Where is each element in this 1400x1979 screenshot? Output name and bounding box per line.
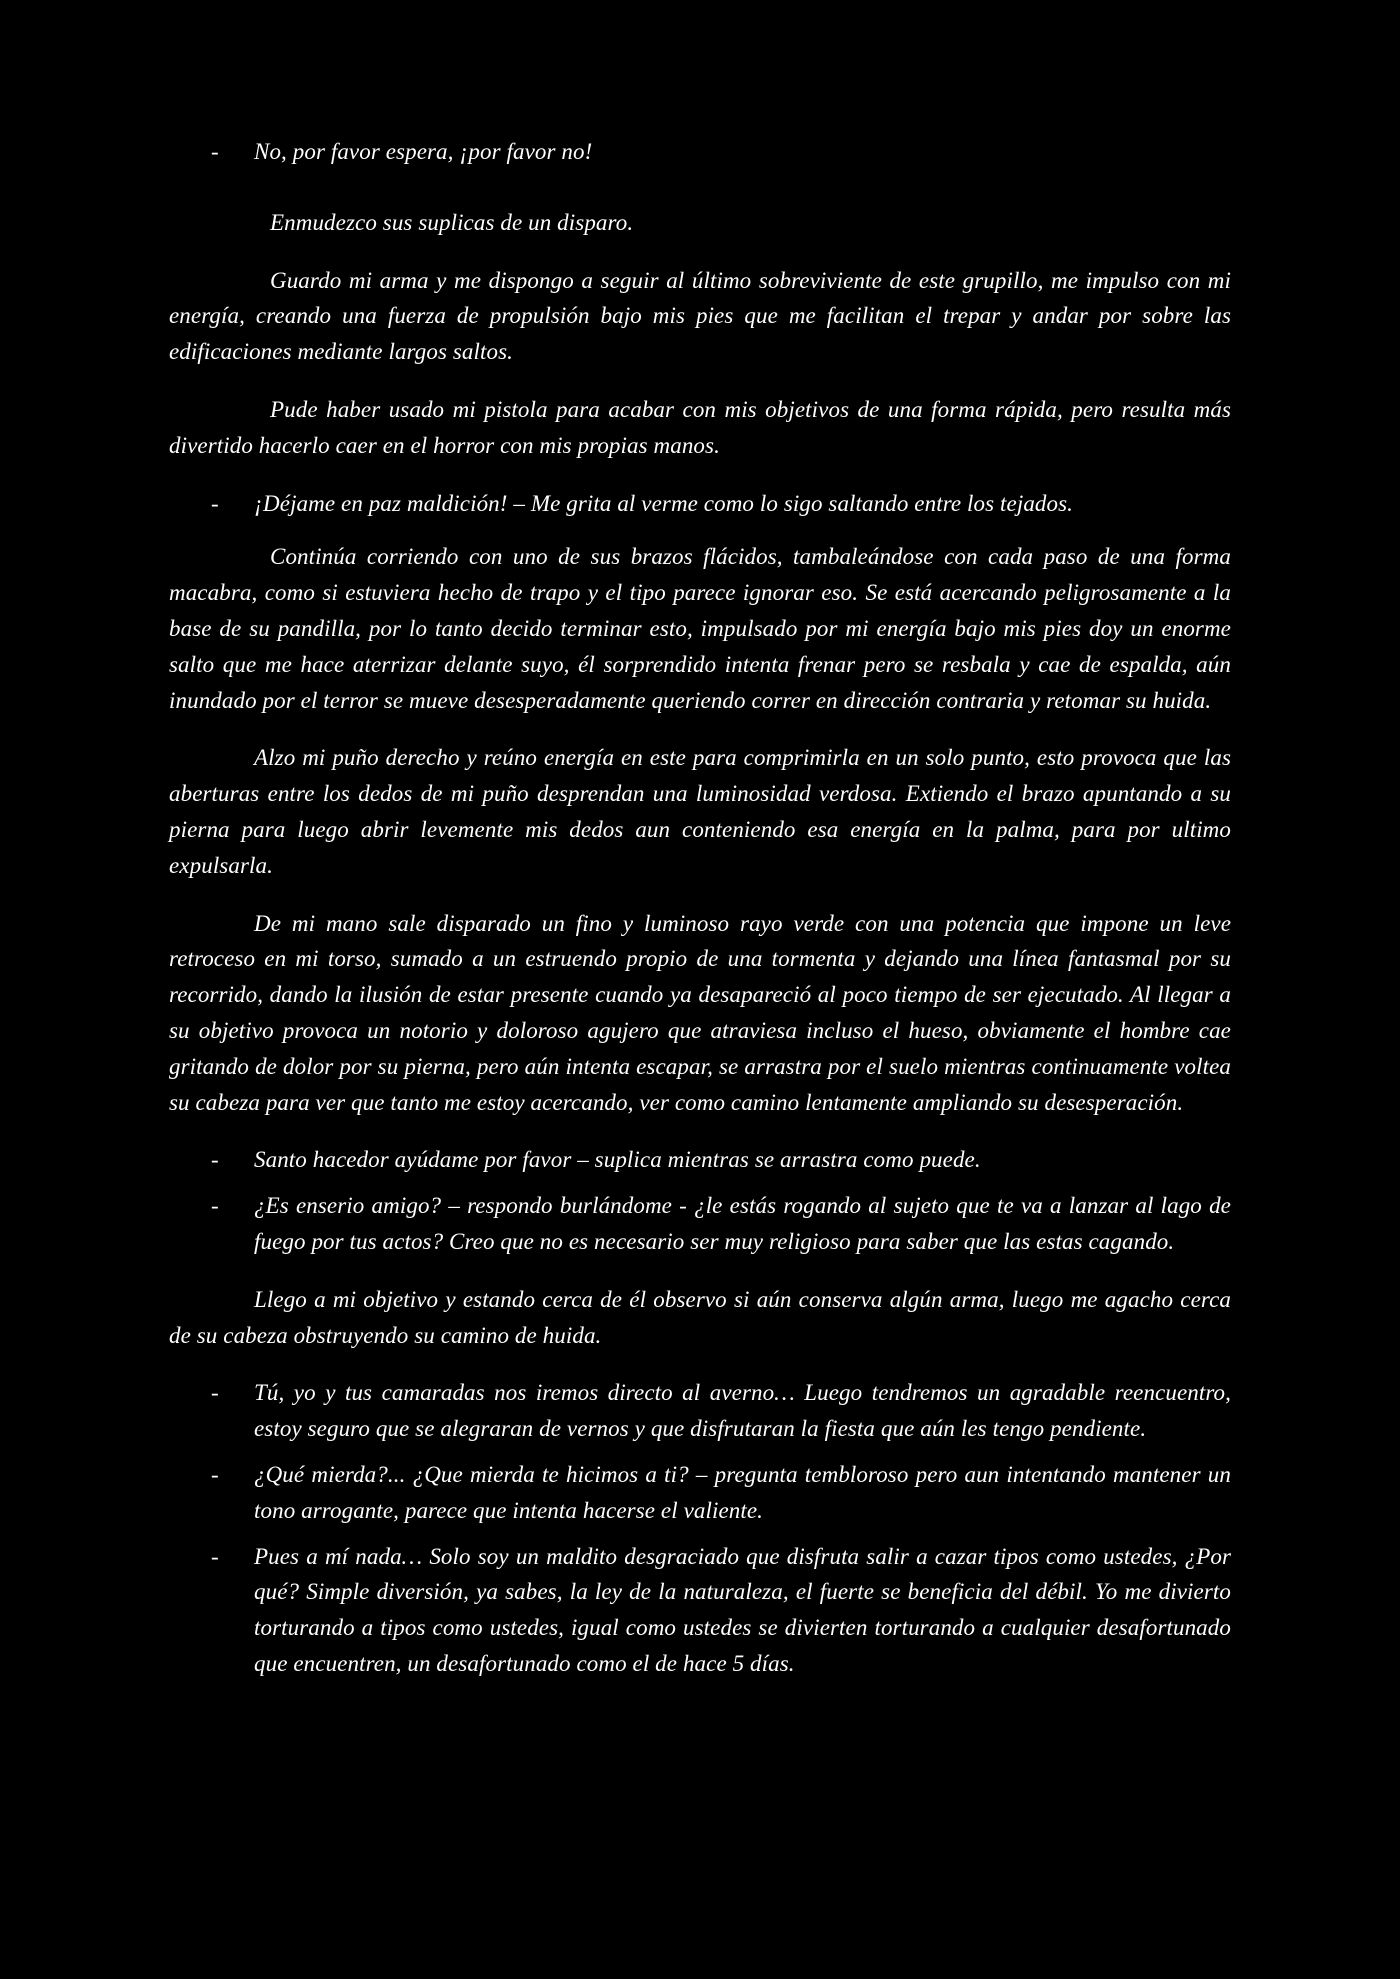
narrative-paragraph: Guardo mi arma y me dispongo a seguir al último sobreviviente de este grupillo, me impulso con mi energía, creando una fuerza de propulsión bajo mis pies que me facilitan el trepar y andar por sobre las edificaciones mediante largos saltos. <box>169 267 1231 365</box>
dialogue-line <box>169 1457 1231 1529</box>
narrative-paragraph: Pude haber usado mi pistola para acabar con mis objetivos de una forma rápida, pero resulta más divertido hacerlo caer en el horror con mis propias manos. <box>169 396 1231 458</box>
dialogue-text: Tú, yo y tus camaradas nos iremos directo al averno… Luego tendremos un agradable reencuentro, estoy seguro que se alegraran de vernos y que disfrutaran la fiesta que aún les tengo pendiente. <box>254 1380 1231 1442</box>
dialogue-text: Santo hacedor ayúdame por favor – suplica mientras se arrastra como puede. <box>254 1147 981 1173</box>
dialogue-dash: - <box>211 1193 219 1219</box>
dialogue-line <box>169 134 1231 170</box>
dialogue-text: ¡Déjame en paz maldición! – Me grita al verme como lo sigo saltando entre los tejados. <box>254 490 1074 516</box>
dialogue-dash: - <box>211 490 219 516</box>
narrative-paragraph: Alzo mi puño derecho y reúno energía en este para comprimirla en un solo punto, esto provoca que las aberturas entre los dedos de mi puño desprendan una luminosidad verdosa. Extiendo el brazo apuntando a su pierna para luego abrir levemente mis dedos aun conteniendo esa energía en la palma, para por ultimo expulsarla. <box>169 745 1231 878</box>
dialogue-line <box>169 1188 1231 1260</box>
dialogue-line <box>169 1142 1231 1178</box>
text-column <box>169 134 1231 1682</box>
narrative-paragraph: Continúa corriendo con uno de sus brazos flácidos, tambaleándose con cada paso de una forma macabra, como si estuviera hecho de trapo y el tipo parece ignorar eso. Se está acercando peligrosamente a la base de su pandilla, por lo tanto decido terminar esto, impulsado por mi energía bajo mis pies doy un enorme salto que me hace aterrizar delante suyo, él sorprendido intenta frenar pero se resbala y cae de espalda, aún inundado por el terror se mueve desesperadamente queriendo correr en dirección contraria y retomar su huida. <box>169 544 1231 713</box>
narrative-paragraph: De mi mano sale disparado un fino y luminoso rayo verde con una potencia que impone un leve retroceso en mi torso, sumado a un estruendo propio de una tormenta y dejando una línea fantasmal por su recorrido, dando la ilusión de estar presente cuando ya desapareció al poco tiempo de ser ejecutado. Al llegar a su objetivo provoca un notorio y doloroso agujero que atraviesa incluso el hueso, obviamente el hombre cae gritando de dolor por su pierna, pero aún intenta escapar, se arrastra por el suelo mientras continuamente voltea su cabeza para ver que tanto me estoy acercando, ver como camino lentamente ampliando su desesperación. <box>169 910 1231 1115</box>
narrative-paragraph: Enmudezco sus suplicas de un disparo. <box>270 209 634 235</box>
dialogue-line <box>169 1539 1231 1682</box>
dialogue-line <box>169 486 1231 522</box>
dialogue-text: No, por favor espera, ¡por favor no! <box>254 139 593 164</box>
dialogue-text: ¿Es enserio amigo? – respondo burlándome - ¿le estás rogando al sujeto que te va a lanzar al lago de fuego por tus actos? Creo que no es necesario ser muy religioso para saber que las estas cagando. <box>254 1193 1231 1254</box>
dialogue-dash: - <box>211 1380 219 1406</box>
narrative-paragraph: Llego a mi objetivo y estando cerca de él observo si aún conserva algún arma, luego me agacho cerca de su cabeza obstruyendo su camino de huida. <box>169 1286 1231 1348</box>
dialogue-text: ¿Qué mierda?... ¿Que mierda te hicimos a ti? – pregunta tembloroso pero aun intentando mantener un tono arrogante, parece que intenta hacerse el valiente. <box>254 1461 1231 1523</box>
dialogue-dash: - <box>211 1147 219 1173</box>
dialogue-text: Pues a mí nada… Solo soy un maldito desgraciado que disfruta salir a cazar tipos como ustedes, ¿Por qué? Simple diversión, ya sabes, la ley de la naturaleza, el fuerte se beneficia del débil. Yo me divierto torturando a tipos como ustedes, igual como ustedes se divierten torturando a cualquier desafortunado que encuentren, un desafortunado como el de hace 5 días. <box>254 1543 1231 1676</box>
dialogue-dash: - <box>211 1461 219 1487</box>
dialogue-dash: - <box>211 139 219 164</box>
dialogue-line <box>169 1375 1231 1447</box>
dialogue-dash: - <box>211 1543 219 1569</box>
